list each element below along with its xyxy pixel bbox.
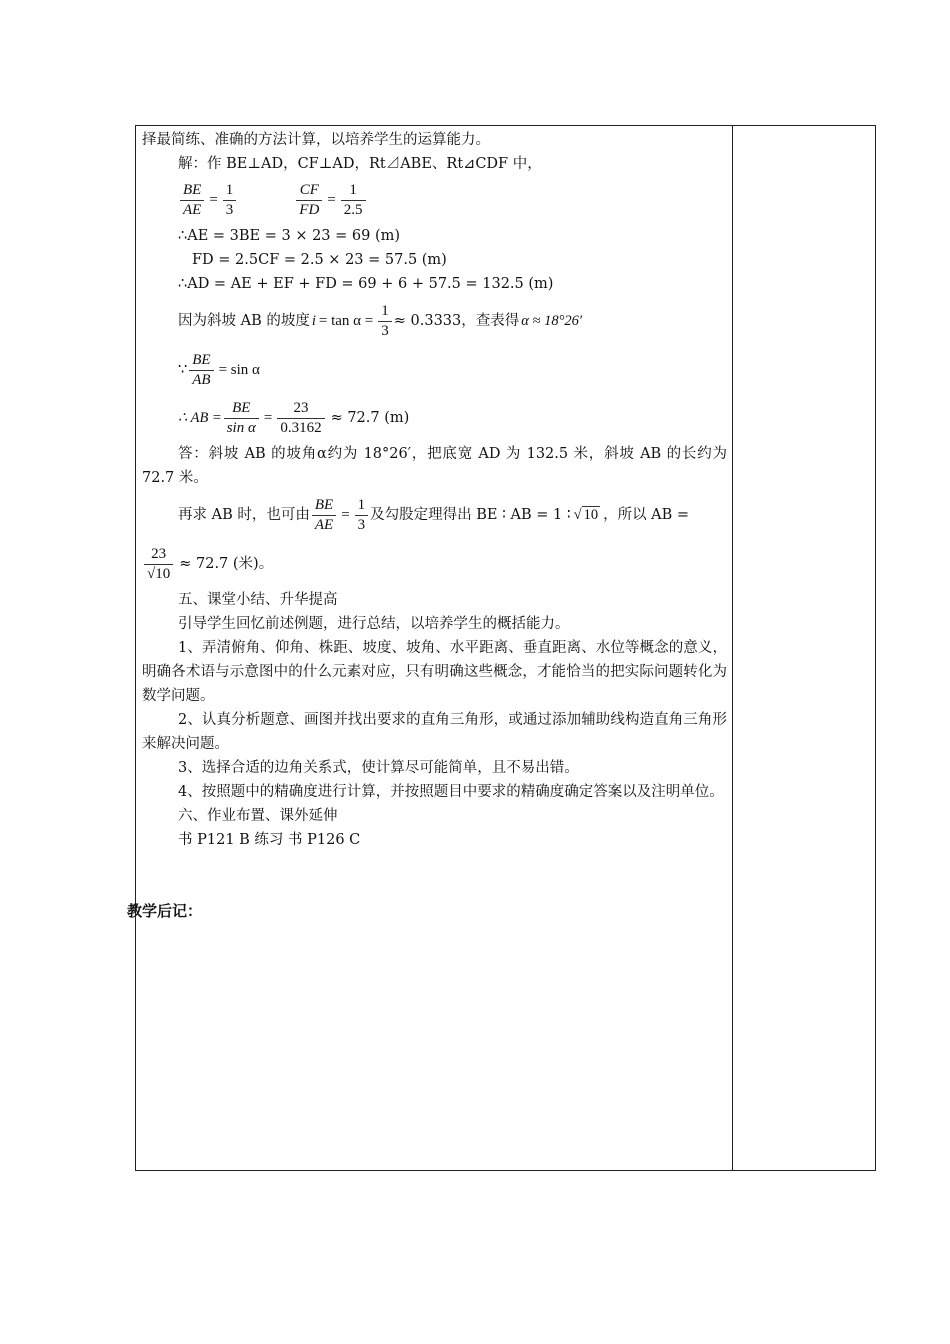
ab-line: ∴ AB = $\frac{BE}{\text{sin α}}$ = $\frac{23}{0.3162}$ ≈ 72.7 (m) bbox=[178, 399, 410, 436]
fraction: $\frac{CF}{FD}$ bbox=[296, 181, 322, 220]
alt-method-line: 再求 AB 时，也可由 $\frac{BE}{AE}$ = $\frac{1}{3}$ 及勾股定理得出 BE ∶ AB = 1 ∶ √ 10 ，所以 AB = bbox=[178, 496, 690, 533]
fraction: $\frac{BE}{AB}$ bbox=[189, 351, 213, 390]
column-divider bbox=[732, 125, 733, 1171]
fraction: $\frac{23}{√10}$ bbox=[144, 545, 173, 584]
fraction: $\frac{1}{3}$ bbox=[378, 302, 392, 341]
fraction: $\frac{BE}{AE}$ bbox=[180, 181, 204, 220]
calc-line: ∴AE = 3BE = 3 × 23 = 69 (m) bbox=[178, 228, 401, 244]
sine-line: ∵ $\frac{BE}{AB}$ = sin α bbox=[178, 351, 260, 388]
ratio-equations: $\frac{BE}{AE}$ = $\frac{1}{3}$ $\frac{CF}{FD}$ = $\frac{1}{2.5}$ bbox=[142, 176, 727, 224]
fraction: $\frac{1}{3}$ bbox=[223, 181, 237, 220]
solution-intro: 解：作 BE⊥AD，CF⊥AD，Rt⊿ABE、Rt⊿CDF 中， bbox=[178, 156, 542, 172]
fraction: $\frac{BE}{AE}$ bbox=[312, 496, 336, 535]
slope-line: 因为斜坡 AB 的坡度 i = tan α = $\frac{1}{3}$ ≈ 0.3333，查表得 α ≈ 18°26′ bbox=[178, 302, 583, 339]
section-heading: 六、作业布置、课外延伸 bbox=[178, 808, 338, 824]
fraction: $\frac{BE}{\text{sin α}}$ bbox=[224, 399, 259, 438]
text-line: 择最简练、准确的方法计算，以培养学生的运算能力。 bbox=[142, 132, 490, 148]
lesson-content bbox=[142, 128, 727, 852]
calc-line: ∴AD = AE + EF + FD = 69 + 6 + 57.5 = 132.5 (m) bbox=[178, 276, 554, 292]
post-lesson-notes-label: 教学后记： bbox=[127, 902, 203, 920]
section-heading: 五、课堂小结、升华提高 bbox=[178, 592, 338, 608]
summary-point: 4、按照题中的精确度进行计算，并按照题目中要求的精确度确定答案以及注明单位。 bbox=[178, 784, 724, 800]
text-line: 引导学生回忆前述例题，进行总结，以培养学生的概括能力。 bbox=[178, 616, 570, 632]
calc-line: FD = 2.5CF = 2.5 × 23 = 57.5 (m) bbox=[192, 252, 447, 268]
summary-point: 1、弄清俯角、仰角、株距、坡度、坡角、水平距离、垂直距离、水位等概念的意义，明确各术语与示意图中的什么元素对应，只有明确这些概念，才能恰当的把实际问题转化为数学问题。 bbox=[142, 640, 727, 704]
alt-result-line: $\frac{23}{√10}$ ≈ 72.7 (米)。 bbox=[142, 540, 727, 588]
sqrt: √ 10 bbox=[573, 507, 599, 523]
homework-line: 书 P121 B 练习 书 P126 C bbox=[178, 832, 361, 848]
summary-point: 2、认真分析题意、画图并找出要求的直角三角形，或通过添加辅助线构造直角三角形来解决问题。 bbox=[142, 712, 727, 752]
summary-point: 3、选择合适的边角关系式，使计算尽可能简单，且不易出错。 bbox=[178, 760, 579, 776]
answer-paragraph: 答：斜坡 AB 的坡角α约为 18°26′，把底宽 AD 为 132.5 米，斜坡 AB 的长约为 72.7 米。 bbox=[142, 446, 727, 486]
fraction: $\frac{1}{3}$ bbox=[355, 496, 369, 535]
fraction: $\frac{23}{0.3162}$ bbox=[277, 399, 324, 438]
fraction: $\frac{1}{2.5}$ bbox=[341, 181, 366, 220]
